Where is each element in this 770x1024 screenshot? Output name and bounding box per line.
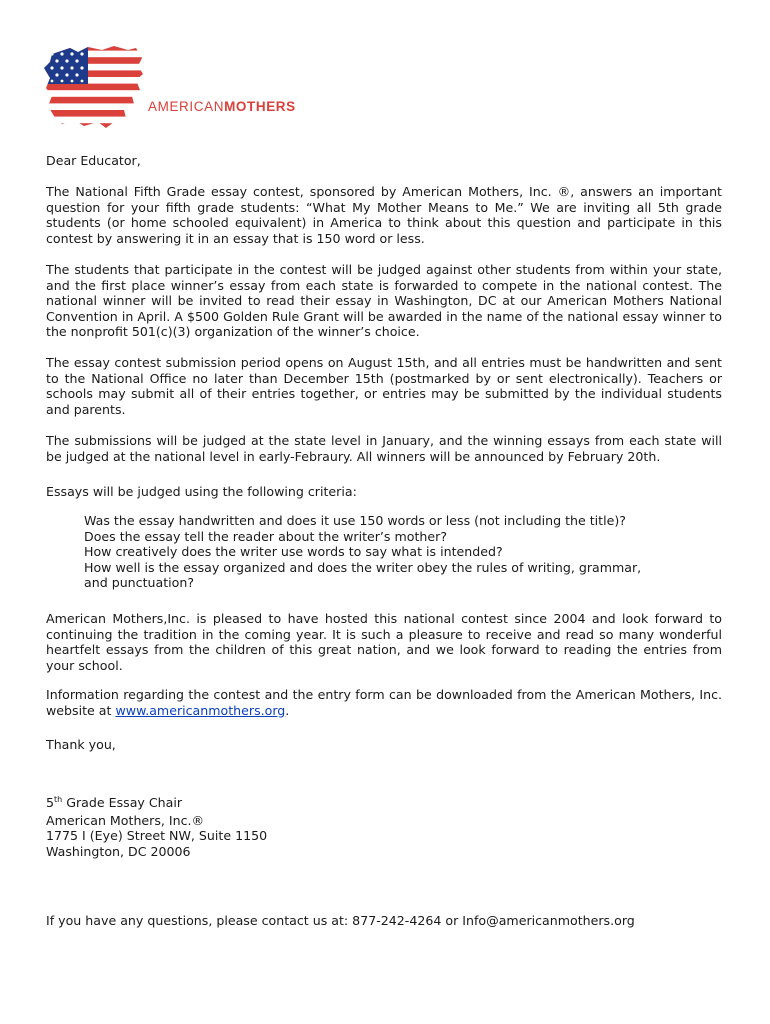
paragraph-info (46, 687, 722, 718)
signature-grade-number: 5 (46, 795, 55, 810)
criteria-item: Does the essay tell the reader about the writer’s mother? (84, 528, 447, 544)
paragraph-intro: The National Fifth Grade essay contest, sponsored by American Mothers, Inc. ®, answers an important question for your fifth grade students: “What My Mother Means to Me.” We are inviting all 5th grade students (or home schooled equivalent) in America to think about this question and participate in this contest by answering it in an essay that is 150 word or less. (46, 184, 722, 246)
paragraph-judging: The students that participate in the contest will be judged against other students from within your state, and the first place winner’s essay from each state is forwarded to compete in the national contest. The national winner will be invited to read their essay in Washington, DC at our American Mothers National Convention in April. A $500 Golden Rule Grant will be awarded in the name of the national essay winner to the nonprofit 501(c)(3) organization of the winner’s choice. (46, 262, 722, 340)
criteria-intro: Essays will be judged using the following criteria: (46, 484, 357, 499)
signature-address-line1: 1775 I (Eye) Street NW, Suite 1150 (46, 828, 268, 844)
signature-address-line2: Washington, DC 20006 (46, 843, 191, 859)
criteria-item: Was the essay handwritten and does it use 150 words or less (not including the title)? (84, 513, 626, 528)
info-text: Information regarding the contest and the entry form can be downloaded from the American Mothers, Inc. website at (46, 687, 722, 718)
criteria-item: How well is the essay organized and does the writer obey the rules of writing, grammar, (84, 559, 642, 575)
signature-grade-suffix: th (54, 795, 63, 804)
criteria-item: and punctuation? (84, 575, 195, 591)
signature-title (46, 795, 722, 813)
criteria-list (84, 513, 664, 591)
logo-text-light: AMERICAN (148, 99, 225, 114)
paragraph-submission: The essay contest submission period opens on August 15th, and all entries must be handwritten and sent to the National Office no later than December 15th (postmarked by or sent electronically). Teachers or schools may submit all of their entries together, or entries may be submitted by the individual students and parents. (46, 355, 722, 417)
logo-text-bold: MOTHERS (224, 99, 296, 114)
website-link[interactable]: www.americanmothers.org (115, 702, 286, 718)
contact-line: If you have any questions, please contact us at: 877-242-4264 or Info@americanmothers.org (46, 913, 635, 928)
paragraph-dates: The submissions will be judged at the state level in January, and the winning essays from each state will be judged at the national level in early-Febraury. All winners will be announced by February 20th. (46, 433, 722, 464)
logo-wordmark (148, 99, 296, 115)
salutation: Dear Educator, (46, 153, 141, 168)
info-period: . (285, 702, 290, 718)
closing: Thank you, (46, 737, 116, 752)
american-mothers-logo (44, 44, 304, 130)
paragraph-hosting: American Mothers,Inc. is pleased to have hosted this national contest since 2004 and look forward to continuing the tradition in the coming year. It is such a pleasure to receive and read so many wonderful heartfelt essays from the children of this great nation, and we look forward to reading the entries from your school. (46, 611, 722, 673)
signature-block (46, 795, 722, 859)
signature-org: American Mothers, Inc.® (46, 812, 205, 828)
criteria-item: How creatively does the writer use words to say what is intended? (84, 544, 503, 560)
us-flag-map-icon (44, 44, 144, 130)
signature-title-text: Grade Essay Chair (62, 795, 183, 810)
